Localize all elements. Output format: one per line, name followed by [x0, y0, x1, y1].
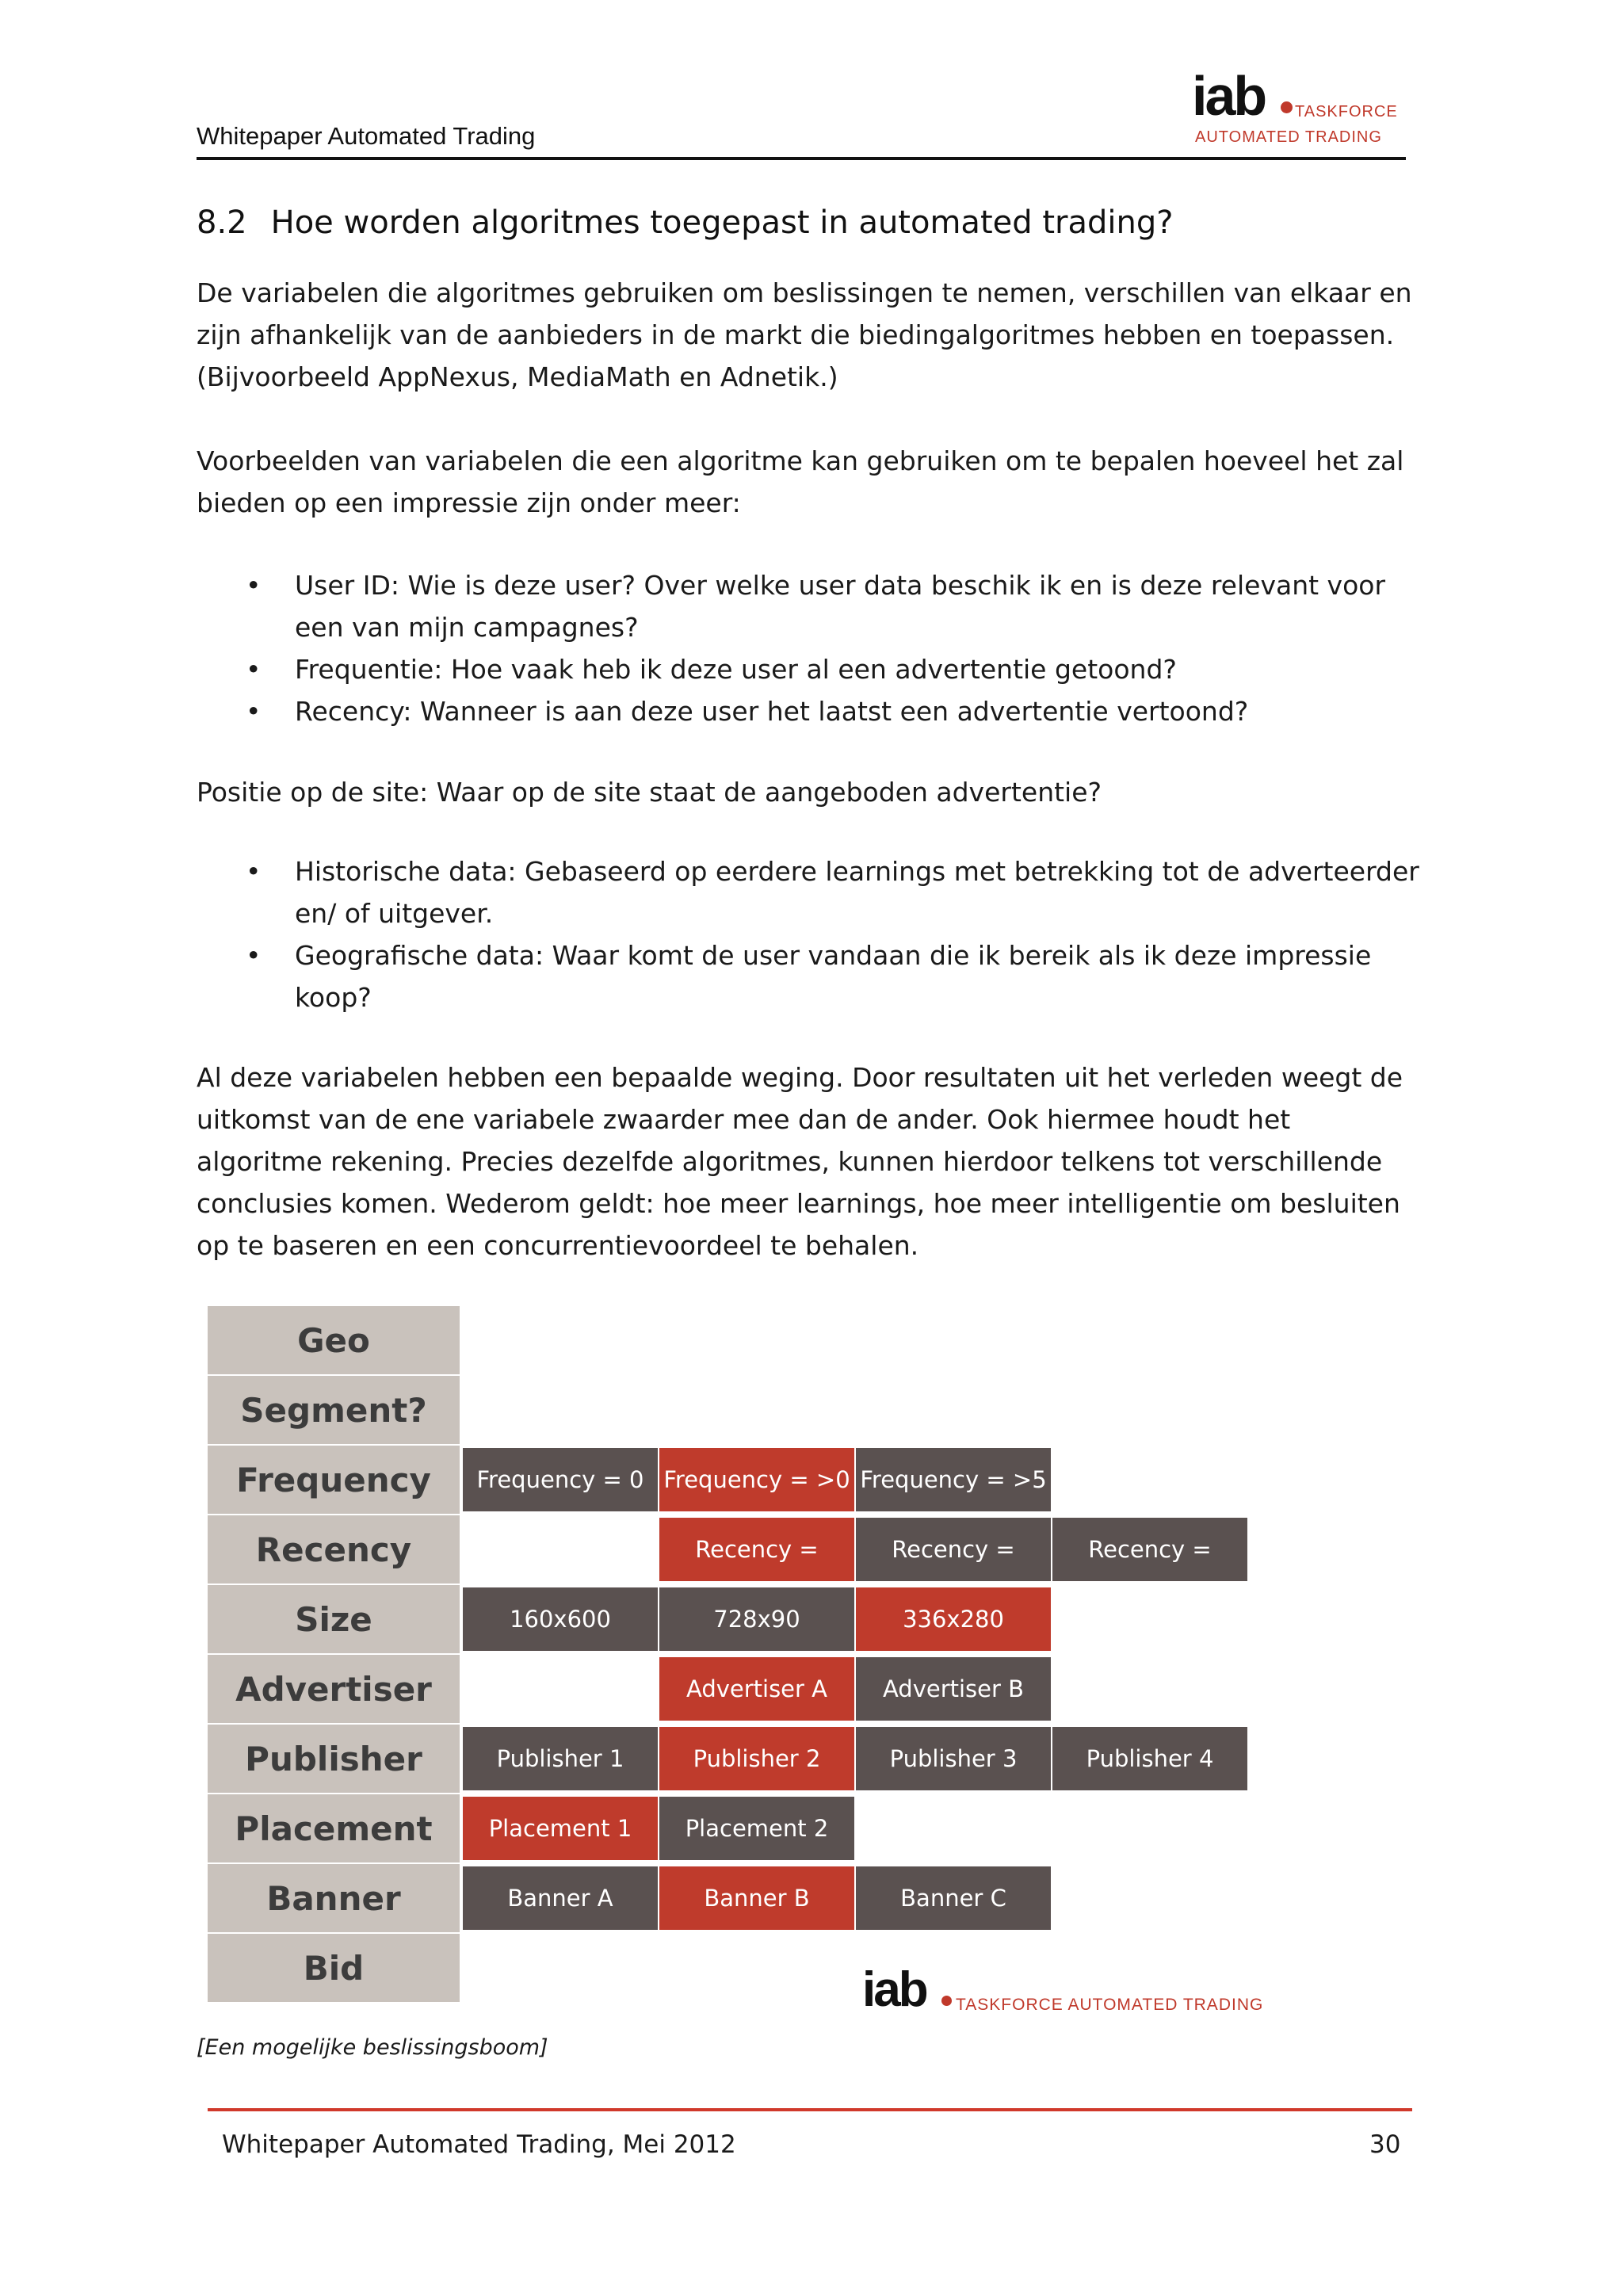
- list-item-line: een van mijn campagnes?: [295, 612, 639, 643]
- iab-logo: [1192, 65, 1406, 155]
- paragraph-3: Positie op de site: Waar op de site staat de aangeboden advertentie?: [197, 777, 1102, 808]
- cell-advertiser-b: Advertiser B: [856, 1657, 1051, 1721]
- diagram-logo-dot-icon: [941, 1996, 952, 2006]
- bullet-list-variables: [197, 564, 1441, 732]
- cell-placement-1: Placement 1: [463, 1797, 658, 1860]
- list-item-line: • User ID: Wie is deze user? Over welke user data beschik ik en is deze relevant voor: [295, 570, 1386, 601]
- list-item: [197, 690, 1441, 732]
- logo-taskforce-text: TASKFORCE: [1295, 103, 1398, 120]
- logo-dot-icon: [1281, 101, 1293, 113]
- paragraph-2: [197, 440, 1433, 524]
- diagram-logo-iab-text: iab: [862, 1962, 926, 2017]
- paragraph-line: uitkomst van de ene variabele zwaarder mee dan de ander. Ook hiermee houdt het: [197, 1104, 1291, 1135]
- cell-frequency-gt0: Frequency = >0: [659, 1448, 854, 1511]
- cell-banner-a: Banner A: [463, 1866, 658, 1930]
- cell-frequency-0: Frequency = 0: [463, 1448, 658, 1511]
- cell-publisher-2: Publisher 2: [659, 1727, 854, 1790]
- footer-divider: [208, 2108, 1412, 2111]
- list-item-line: • Geografische data: Waar komt de user vandaan die ik bereik als ik deze impressie: [295, 940, 1372, 971]
- cell-banner-b: Banner B: [659, 1866, 854, 1930]
- cell-advertiser-a: Advertiser A: [659, 1657, 854, 1721]
- page-header: [197, 63, 1406, 162]
- cell-size-336x280: 336x280: [856, 1587, 1051, 1651]
- category-publisher: Publisher: [208, 1725, 460, 1793]
- paragraph-line: Voorbeelden van variabelen die een algoritme kan gebruiken om te bepalen hoeveel het zal: [197, 445, 1404, 476]
- paragraph-1: [197, 272, 1433, 398]
- category-size: Size: [208, 1585, 460, 1653]
- page-number: 30: [1369, 2130, 1401, 2159]
- cell-publisher-4: Publisher 4: [1052, 1727, 1247, 1790]
- logo-iab-text: iab: [1192, 65, 1266, 127]
- figure-caption: [Een mogelijke beslissingsboom]: [197, 2035, 548, 2060]
- list-item: [197, 934, 1441, 1018]
- logo-automated-text: AUTOMATED TRADING: [1195, 128, 1382, 146]
- cell-placement-2: Placement 2: [659, 1797, 854, 1860]
- diagram-logo-taskforce-text: TASKFORCE AUTOMATED TRADING: [956, 1996, 1264, 2014]
- paragraph-line: conclusies komen. Wederom geldt: hoe meer learnings, hoe meer intelligentie om besluiten: [197, 1188, 1400, 1219]
- paragraph-line: op te baseren en een concurrentievoordeel te behalen.: [197, 1230, 919, 1261]
- paragraph-line: zijn afhankelijk van de aanbieders in de markt die biedingalgoritmes hebben en toepassen.: [197, 319, 1395, 350]
- category-segment: Segment?: [208, 1376, 460, 1444]
- header-divider: [197, 157, 1406, 160]
- list-item-line: • Recency: Wanneer is aan deze user het laatst een advertentie vertoond?: [295, 696, 1249, 727]
- cell-publisher-1: Publisher 1: [463, 1727, 658, 1790]
- category-bid: Bid: [208, 1934, 460, 2002]
- category-recency: Recency: [208, 1515, 460, 1584]
- cell-publisher-3: Publisher 3: [856, 1727, 1051, 1790]
- paragraph-line: algoritme rekening. Precies dezelfde algoritmes, kunnen hierdoor telkens tot verschillende: [197, 1146, 1383, 1177]
- category-placement: Placement: [208, 1794, 460, 1862]
- cell-recency-1: Recency =: [659, 1518, 854, 1581]
- paragraph-line: De variabelen die algoritmes gebruiken om beslissingen te nemen, verschillen van elkaar en: [197, 277, 1412, 308]
- paragraph-4: [197, 1056, 1433, 1266]
- decision-tree-diagram: [208, 1306, 1396, 2027]
- list-item: [197, 564, 1441, 648]
- cell-size-160x600: 160x600: [463, 1587, 658, 1651]
- section-heading: [197, 204, 1173, 241]
- list-item: [197, 648, 1441, 690]
- list-item-line: • Historische data: Gebaseerd op eerdere learnings met betrekking tot de adverteerder: [295, 856, 1419, 887]
- bullet-list-data: [197, 850, 1441, 1018]
- footer-text: Whitepaper Automated Trading, Mei 2012: [222, 2130, 736, 2159]
- paragraph-line: bieden op een impressie zijn onder meer:: [197, 487, 741, 518]
- list-item-line: en/ of uitgever.: [295, 898, 494, 929]
- cell-recency-2: Recency =: [856, 1518, 1051, 1581]
- category-banner: Banner: [208, 1864, 460, 1932]
- cell-frequency-gt5: Frequency = >5: [856, 1448, 1051, 1511]
- cell-size-728x90: 728x90: [659, 1587, 854, 1651]
- list-item: [197, 850, 1441, 934]
- section-title: Hoe worden algoritmes toegepast in automated trading?: [270, 204, 1174, 241]
- category-geo: Geo: [208, 1306, 460, 1374]
- paragraph-line: (Bijvoorbeeld AppNexus, MediaMath en Adnetik.): [197, 361, 838, 392]
- category-advertiser: Advertiser: [208, 1655, 460, 1723]
- list-item-line: • Frequentie: Hoe vaak heb ik deze user al een advertentie getoond?: [295, 654, 1177, 685]
- category-frequency: Frequency: [208, 1446, 460, 1514]
- cell-banner-c: Banner C: [856, 1866, 1051, 1930]
- section-number: 8.2: [197, 204, 247, 241]
- paragraph-line: Al deze variabelen hebben een bepaalde weging. Door resultaten uit het verleden weegt de: [197, 1062, 1403, 1093]
- header-title: Whitepaper Automated Trading: [197, 122, 536, 150]
- list-item-line: koop?: [295, 982, 372, 1013]
- cell-recency-3: Recency =: [1052, 1518, 1247, 1581]
- diagram-iab-logo: [862, 1962, 1274, 2021]
